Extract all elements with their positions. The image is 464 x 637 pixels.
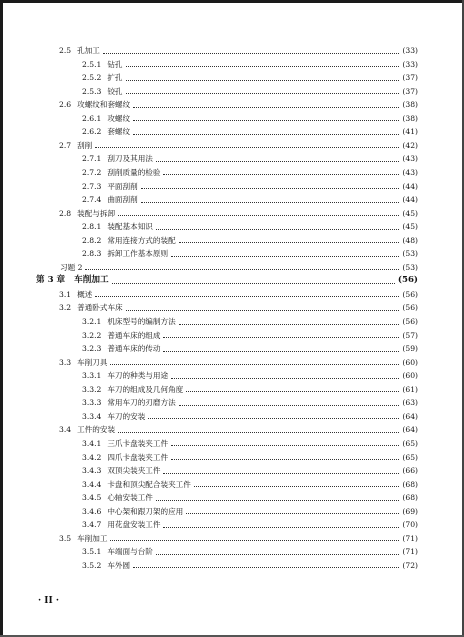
toc-entry-page: (60) xyxy=(402,357,418,367)
toc-entry-title: 车削加工 xyxy=(77,533,108,543)
toc-entry-page: (44) xyxy=(402,181,418,191)
toc-entry-title: 常用车刀的刃磨方法 xyxy=(107,398,176,408)
toc-entry-page: (45) xyxy=(402,222,418,232)
toc-entry-page: (64) xyxy=(402,425,418,435)
dot-leader xyxy=(110,363,399,365)
toc-entry-number: 3.5 xyxy=(59,533,72,543)
toc-entry-title: 车削刀具 xyxy=(77,357,108,367)
toc-entry xyxy=(82,234,418,247)
toc-entry-page: (69) xyxy=(402,506,418,516)
scan-edge-left xyxy=(0,0,3,637)
toc-entry-number: 3.2.3 xyxy=(82,344,102,354)
toc-entry-title: 概述 xyxy=(77,289,93,299)
dot-leader xyxy=(126,79,400,81)
toc-entry-number: 3.3.2 xyxy=(82,384,102,394)
toc-entry xyxy=(82,125,418,138)
toc-entry xyxy=(82,329,418,342)
toc-entry-number: 3.4.5 xyxy=(82,493,102,503)
dot-leader xyxy=(148,417,399,419)
toc-entry-number: 3.4.2 xyxy=(82,452,102,462)
toc-entry-page: (57) xyxy=(402,330,418,340)
toc-entry xyxy=(59,207,418,220)
dot-leader xyxy=(171,458,399,460)
toc-entry-page: (53) xyxy=(402,249,418,259)
toc-entry xyxy=(82,342,418,355)
toc-entry-number: 3.3.4 xyxy=(82,411,102,421)
dot-leader xyxy=(110,539,399,541)
toc-entry-number: 3.4.4 xyxy=(82,479,102,489)
toc-entry-number: 2.7.2 xyxy=(82,167,102,177)
toc-entry-title: 装配与拆卸 xyxy=(77,208,116,218)
toc-entry-title: 工件的安装 xyxy=(77,425,116,435)
toc-entry-title: 双顶尖装夹工件 xyxy=(107,466,161,476)
toc-entry-title: 车外圆 xyxy=(107,560,131,570)
toc-entry xyxy=(82,315,418,328)
toc-entry xyxy=(36,274,418,287)
toc-entry-number: 2.7 xyxy=(59,140,72,150)
dot-leader xyxy=(163,336,399,338)
toc-entry xyxy=(82,193,418,206)
toc-entry-page: (71) xyxy=(402,533,418,543)
toc-entry-number: 3.4.1 xyxy=(82,438,102,448)
toc-entry-number: 第 3 章 xyxy=(36,275,66,286)
toc-entry xyxy=(82,383,418,396)
toc-entry-number: 3.3 xyxy=(59,357,72,367)
toc-entry-page: (33) xyxy=(402,46,418,55)
dot-leader xyxy=(194,485,400,487)
toc-entry-number: 2.5.1 xyxy=(82,59,102,69)
toc-entry-title: 孔加工 xyxy=(77,46,100,55)
toc-entry-title: 车刀的安装 xyxy=(107,411,146,421)
dot-leader xyxy=(186,512,399,514)
toc-entry-page: (56) xyxy=(402,289,418,299)
toc-entry-title: 攻螺纹 xyxy=(107,113,131,123)
dot-leader xyxy=(163,526,399,528)
toc-entry-page: (38) xyxy=(402,100,418,110)
dot-leader xyxy=(103,52,400,54)
toc-entry-page: (59) xyxy=(402,344,418,354)
toc-entry xyxy=(82,180,418,193)
toc-entry-page: (43) xyxy=(402,154,418,164)
toc-entry-number: 3.2 xyxy=(59,303,72,313)
toc-entry xyxy=(82,545,418,558)
toc-entry xyxy=(82,478,418,491)
toc-entry xyxy=(82,437,418,450)
toc-entry-number: 3.3.1 xyxy=(82,371,102,381)
toc-entry-page: (42) xyxy=(402,140,418,150)
toc-entry xyxy=(59,356,418,369)
toc-entry-title: 刮刀及其用法 xyxy=(107,154,153,164)
toc-entry xyxy=(82,491,418,504)
toc-entry-page: (41) xyxy=(402,127,418,137)
toc-entry-title: 刮削 xyxy=(77,140,93,150)
toc-entry-page: (48) xyxy=(402,235,418,245)
toc-entry-title: 中心架和跟刀架的应用 xyxy=(107,506,184,516)
dot-leader xyxy=(141,201,400,203)
toc-entry-number: 2.6 xyxy=(59,100,72,110)
toc-entry-title: 四爪卡盘装夹工件 xyxy=(107,452,169,462)
dot-leader xyxy=(118,214,399,216)
dot-leader xyxy=(156,553,400,555)
dot-leader xyxy=(141,187,400,189)
toc-entry xyxy=(59,532,418,545)
toc-entry-title: 装配基本知识 xyxy=(107,222,153,232)
toc-entry xyxy=(82,369,418,382)
dot-leader xyxy=(95,295,399,297)
toc-entry xyxy=(59,288,418,301)
toc-entry-number: 3.4.6 xyxy=(82,506,102,516)
toc-entry-title: 普通车床的组成 xyxy=(107,330,161,340)
toc-entry xyxy=(82,464,418,477)
toc-entry-title: 钻孔 xyxy=(107,59,123,69)
toc-entry-number: 3.1 xyxy=(59,289,72,299)
toc-entry xyxy=(82,396,418,409)
toc-entry-page: (65) xyxy=(402,438,418,448)
toc-entry-page: (56) xyxy=(402,303,418,313)
toc-entry-page: (61) xyxy=(402,384,418,394)
dot-leader xyxy=(126,65,400,67)
toc-entry-title: 车刀的组成及几何角度 xyxy=(107,384,184,394)
toc-entry-number: 2.6.1 xyxy=(82,113,102,123)
toc-entry-number: 2.7.4 xyxy=(82,195,102,205)
toc-entry xyxy=(59,98,418,111)
toc-entry-number: 2.5.3 xyxy=(82,86,102,96)
toc-entry-title: 扩孔 xyxy=(107,73,123,83)
toc-entry xyxy=(82,71,418,84)
toc-entry xyxy=(82,505,418,518)
dot-leader xyxy=(95,146,399,148)
toc-entry-title: 车刀的种类与用途 xyxy=(107,371,169,381)
toc-entry-number: 2.6.2 xyxy=(82,127,102,137)
toc-entry xyxy=(59,44,418,57)
toc-entry-number: 3.4.3 xyxy=(82,466,102,476)
dot-leader xyxy=(163,350,399,352)
toc-entry-title: 拆卸工作基本原则 xyxy=(107,249,169,259)
toc-entry-title: 常用连接方式的装配 xyxy=(107,235,176,245)
toc-entry-title: 平面刮削 xyxy=(107,181,138,191)
toc-entry-number: 3.2.1 xyxy=(82,317,102,326)
toc-entry-number: 3.4 xyxy=(59,425,72,435)
toc-entry xyxy=(82,220,418,233)
toc-entry-page: (63) xyxy=(402,398,418,408)
dot-leader xyxy=(118,431,399,433)
toc-entry-title: 普通卧式车床 xyxy=(77,303,123,313)
toc-entry-number: 3.3.3 xyxy=(82,398,102,408)
dot-leader xyxy=(171,444,399,446)
toc-entry-number: 2.5 xyxy=(59,46,72,55)
toc-entry-page: (72) xyxy=(402,560,418,570)
toc-entry-number: 3.4.7 xyxy=(82,520,102,530)
dot-leader xyxy=(179,404,400,406)
toc-entry-number: 2.5.2 xyxy=(82,73,102,83)
toc-entry xyxy=(82,166,418,179)
toc-entry-number: 2.8.3 xyxy=(82,249,102,259)
toc-entry-title: 普通车床的传动 xyxy=(107,344,161,354)
dot-leader xyxy=(133,566,399,568)
toc-entry-page: (68) xyxy=(402,479,418,489)
dot-leader xyxy=(133,119,399,121)
dot-leader xyxy=(156,499,400,501)
toc-entry-number: 2.7.3 xyxy=(82,181,102,191)
toc-entry xyxy=(59,423,418,436)
toc-entry xyxy=(82,152,418,165)
dot-leader xyxy=(133,106,399,108)
toc-entry-title: 曲面刮削 xyxy=(107,195,138,205)
toc-entry-title: 习题 2 xyxy=(60,262,83,272)
toc-entry-page: (38) xyxy=(402,113,418,123)
dot-leader xyxy=(126,309,400,311)
toc-entry-number: 3.5.1 xyxy=(82,547,102,557)
toc-entry-title: 机床型号的编制方法 xyxy=(107,317,176,326)
toc-entry-page: (53) xyxy=(402,262,418,272)
page-number: · II · xyxy=(38,596,59,606)
toc-entry-title: 刮削质量的检验 xyxy=(107,167,161,177)
toc-entry-page: (70) xyxy=(402,520,418,530)
toc-entry-number: 3.5.2 xyxy=(82,560,102,570)
toc-entry xyxy=(82,58,418,71)
dot-leader xyxy=(156,160,400,162)
toc-entry-title: 车端面与台阶 xyxy=(107,547,153,557)
toc-entry xyxy=(59,139,418,152)
toc-entry-page: (56) xyxy=(402,317,418,326)
dot-leader xyxy=(186,390,399,392)
dot-leader xyxy=(85,268,399,270)
toc-entry-page: (65) xyxy=(402,452,418,462)
dot-leader xyxy=(163,472,399,474)
toc-entry-page: (43) xyxy=(402,167,418,177)
dot-leader xyxy=(179,241,400,243)
toc-entry-title: 用花盘安装工件 xyxy=(107,520,161,530)
toc-entry xyxy=(82,559,418,572)
toc-entry-page: (37) xyxy=(402,73,418,83)
toc-entry-page: (66) xyxy=(402,466,418,476)
toc-entry xyxy=(82,112,418,125)
toc-entry xyxy=(82,451,418,464)
toc-entry-title: 套螺纹 xyxy=(107,127,131,137)
toc-entry-number: 2.7.1 xyxy=(82,154,102,164)
toc-entry-title: 铰孔 xyxy=(107,86,123,96)
toc-entry xyxy=(82,518,418,531)
toc-entry-title: 攻螺纹和套螺纹 xyxy=(77,100,131,110)
toc-entry-page: (44) xyxy=(402,195,418,205)
dot-leader xyxy=(163,173,399,175)
toc-entry-page: (45) xyxy=(402,208,418,218)
dot-leader xyxy=(156,228,400,230)
toc-entry-title: 卡盘和顶尖配合装夹工件 xyxy=(107,479,191,489)
toc-entry-page: (60) xyxy=(402,371,418,381)
toc-entry-page: (71) xyxy=(402,547,418,557)
toc-entry-title: 心轴安装工件 xyxy=(107,493,153,503)
toc-entry-number: 3.2.2 xyxy=(82,330,102,340)
dot-leader xyxy=(179,323,400,325)
toc-entry-number: 2.8.1 xyxy=(82,222,102,232)
toc-entry-page: (33) xyxy=(402,59,418,69)
toc-entry-page: (68) xyxy=(402,493,418,503)
toc-entry-title: 三爪卡盘装夹工件 xyxy=(107,438,169,448)
scan-edge-top xyxy=(0,0,464,3)
dot-leader xyxy=(171,255,399,257)
dot-leader xyxy=(133,133,399,135)
dot-leader xyxy=(126,92,400,94)
toc-entry-number: 2.8.2 xyxy=(82,235,102,245)
toc-entry xyxy=(82,85,418,98)
toc-entry-page: (64) xyxy=(402,411,418,421)
toc-entry xyxy=(82,410,418,423)
toc-entry xyxy=(82,247,418,260)
toc-entry xyxy=(59,301,418,314)
dot-leader xyxy=(171,377,399,379)
toc-entry xyxy=(60,261,418,274)
toc-entry-page: (37) xyxy=(402,86,418,96)
toc-entry-page: (56) xyxy=(397,275,418,286)
toc-entry-number: 2.8 xyxy=(59,208,72,218)
dot-leader xyxy=(112,282,395,284)
toc-entry-title: 车削加工 xyxy=(74,275,109,286)
